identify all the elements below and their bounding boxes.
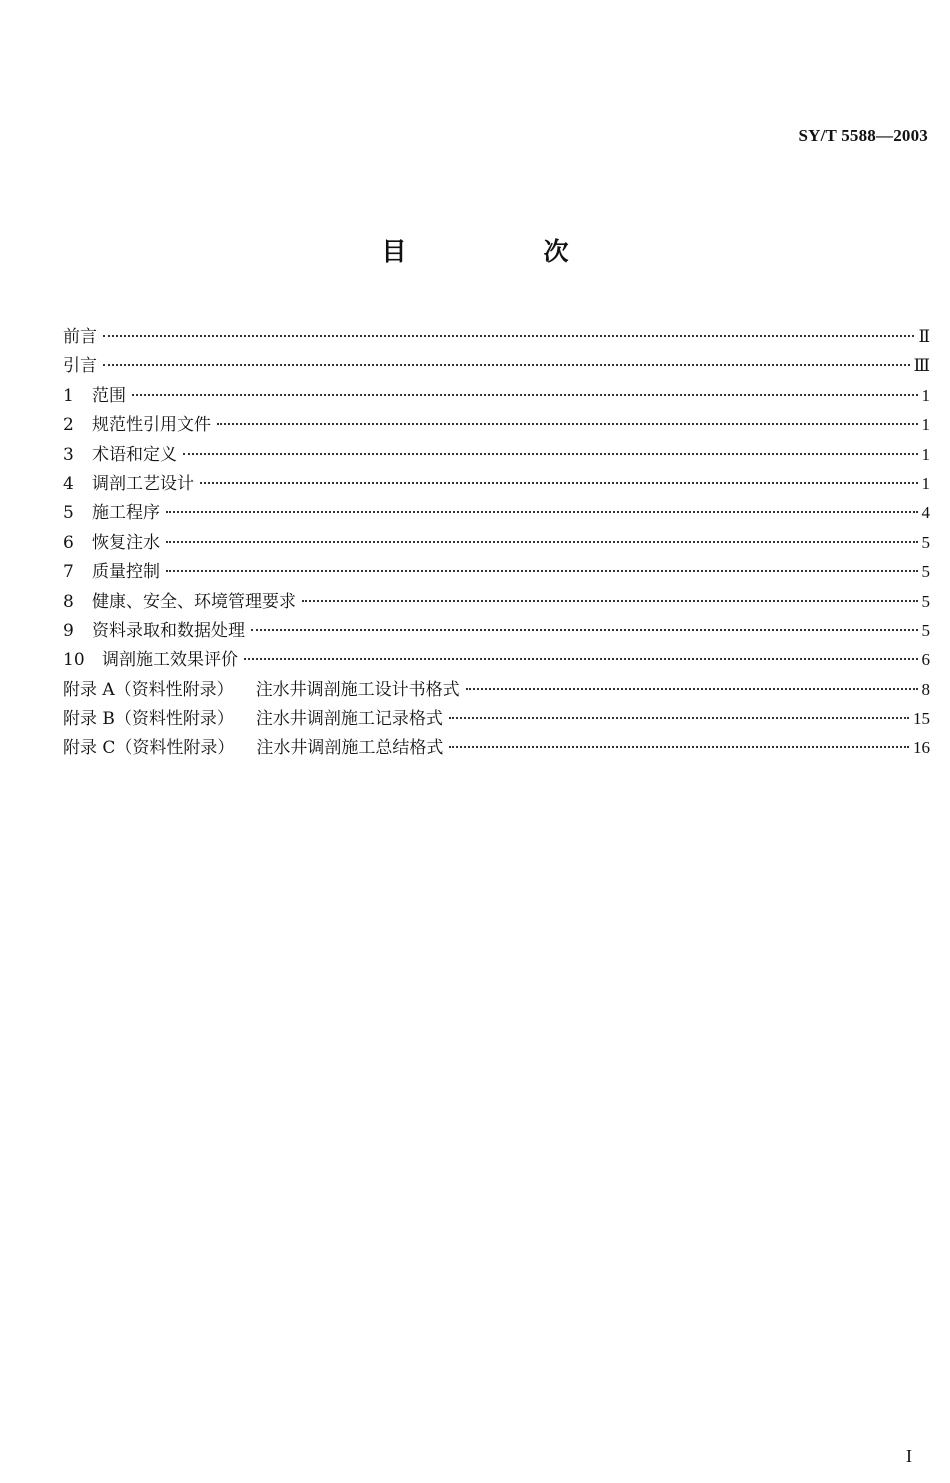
- toc-entry-page: 6: [921, 650, 930, 670]
- dot-leader: [103, 364, 910, 366]
- dot-leader: [166, 511, 918, 513]
- toc-entry[interactable]: [63, 733, 930, 762]
- toc-entry-title: 质量控制: [92, 562, 160, 583]
- toc-entry-page: Ⅲ: [913, 356, 930, 376]
- toc-entry-page: 5: [921, 591, 930, 611]
- toc-entry-page: 5: [921, 620, 930, 640]
- toc-entry[interactable]: [63, 645, 930, 674]
- toc-entry-page: 1: [921, 385, 930, 405]
- toc-entry-page: 5: [921, 562, 930, 582]
- toc-entry-number: 10: [63, 650, 85, 671]
- toc-entry-number: 8: [63, 591, 74, 612]
- toc-entry[interactable]: [63, 616, 930, 645]
- toc-entry-page: 4: [921, 503, 930, 523]
- toc-entry-title: 健康、安全、环境管理要求: [92, 591, 296, 612]
- toc-entry-title: 附录 C（资料性附录）: [63, 738, 235, 759]
- toc-entry[interactable]: [63, 410, 930, 439]
- toc-entry-title: 术语和定义: [92, 444, 177, 465]
- toc-entry[interactable]: [63, 469, 930, 498]
- toc-entry[interactable]: [63, 675, 930, 704]
- toc-entry-number: 7: [63, 562, 74, 583]
- dot-leader: [217, 423, 918, 425]
- toc-entry-subtitle: 注水井调剖施工记录格式: [255, 709, 443, 730]
- dot-leader: [166, 570, 918, 572]
- toc-entry-title: 附录 A（资料性附录）: [63, 679, 234, 700]
- toc-entry-title: 恢复注水: [92, 532, 160, 553]
- dot-leader: [132, 394, 918, 396]
- page-number: I: [906, 1446, 912, 1466]
- dot-leader: [449, 717, 909, 719]
- dot-leader: [466, 688, 918, 690]
- toc-entry[interactable]: [63, 704, 930, 733]
- toc-entry-number: 4: [63, 473, 74, 494]
- dot-leader: [200, 482, 918, 484]
- toc-entry-page: 8: [921, 679, 930, 699]
- toc-entry[interactable]: [63, 381, 930, 410]
- toc-entry-number: 1: [63, 385, 74, 406]
- toc-entry-number: 3: [63, 444, 74, 465]
- toc-entry-page: Ⅱ: [918, 327, 930, 346]
- toc-entry-subtitle: 注水井调剖施工总结格式: [256, 738, 444, 759]
- toc-entry-title: 规范性引用文件: [92, 415, 211, 436]
- toc-entry-page: 15: [913, 709, 930, 729]
- toc-entry[interactable]: [63, 498, 930, 527]
- dot-leader: [183, 453, 918, 455]
- toc-entry[interactable]: [63, 587, 930, 616]
- table-of-contents: [63, 322, 930, 763]
- toc-entry-title: 调剖施工效果评价: [102, 650, 238, 671]
- toc-entry-number: 5: [63, 503, 74, 524]
- toc-entry-title: 范围: [92, 385, 126, 406]
- dot-leader: [302, 600, 918, 602]
- toc-entry-title: 资料录取和数据处理: [92, 620, 245, 641]
- toc-entry-title: 前言: [63, 327, 97, 347]
- toc-entry-page: 1: [921, 444, 930, 464]
- toc-entry-number: 2: [63, 415, 74, 436]
- toc-entry-title: 施工程序: [92, 503, 160, 524]
- dot-leader: [449, 746, 909, 748]
- toc-entry-page: 5: [921, 532, 930, 552]
- toc-entry-page: 1: [921, 415, 930, 435]
- dot-leader: [166, 541, 918, 543]
- toc-entry[interactable]: [63, 557, 930, 586]
- toc-entry[interactable]: [63, 440, 930, 469]
- toc-entry-number: 6: [63, 532, 74, 553]
- dot-leader: [244, 658, 918, 660]
- toc-entry[interactable]: [63, 351, 930, 380]
- page-title: 目 次: [381, 237, 625, 266]
- toc-entry-subtitle: 注水井调剖施工设计书格式: [255, 679, 460, 700]
- toc-entry[interactable]: [63, 322, 930, 351]
- toc-entry-title: 附录 B（资料性附录）: [63, 709, 234, 730]
- toc-entry-number: 9: [63, 620, 74, 641]
- standard-code: SY/T 5588—2003: [798, 126, 928, 145]
- toc-entry-title: 引言: [63, 356, 97, 377]
- toc-entry-page: 1: [921, 473, 930, 493]
- dot-leader: [103, 335, 914, 337]
- dot-leader: [251, 629, 918, 631]
- toc-entry-title: 调剖工艺设计: [92, 473, 194, 494]
- toc-entry-page: 16: [913, 738, 930, 758]
- toc-entry[interactable]: [63, 528, 930, 557]
